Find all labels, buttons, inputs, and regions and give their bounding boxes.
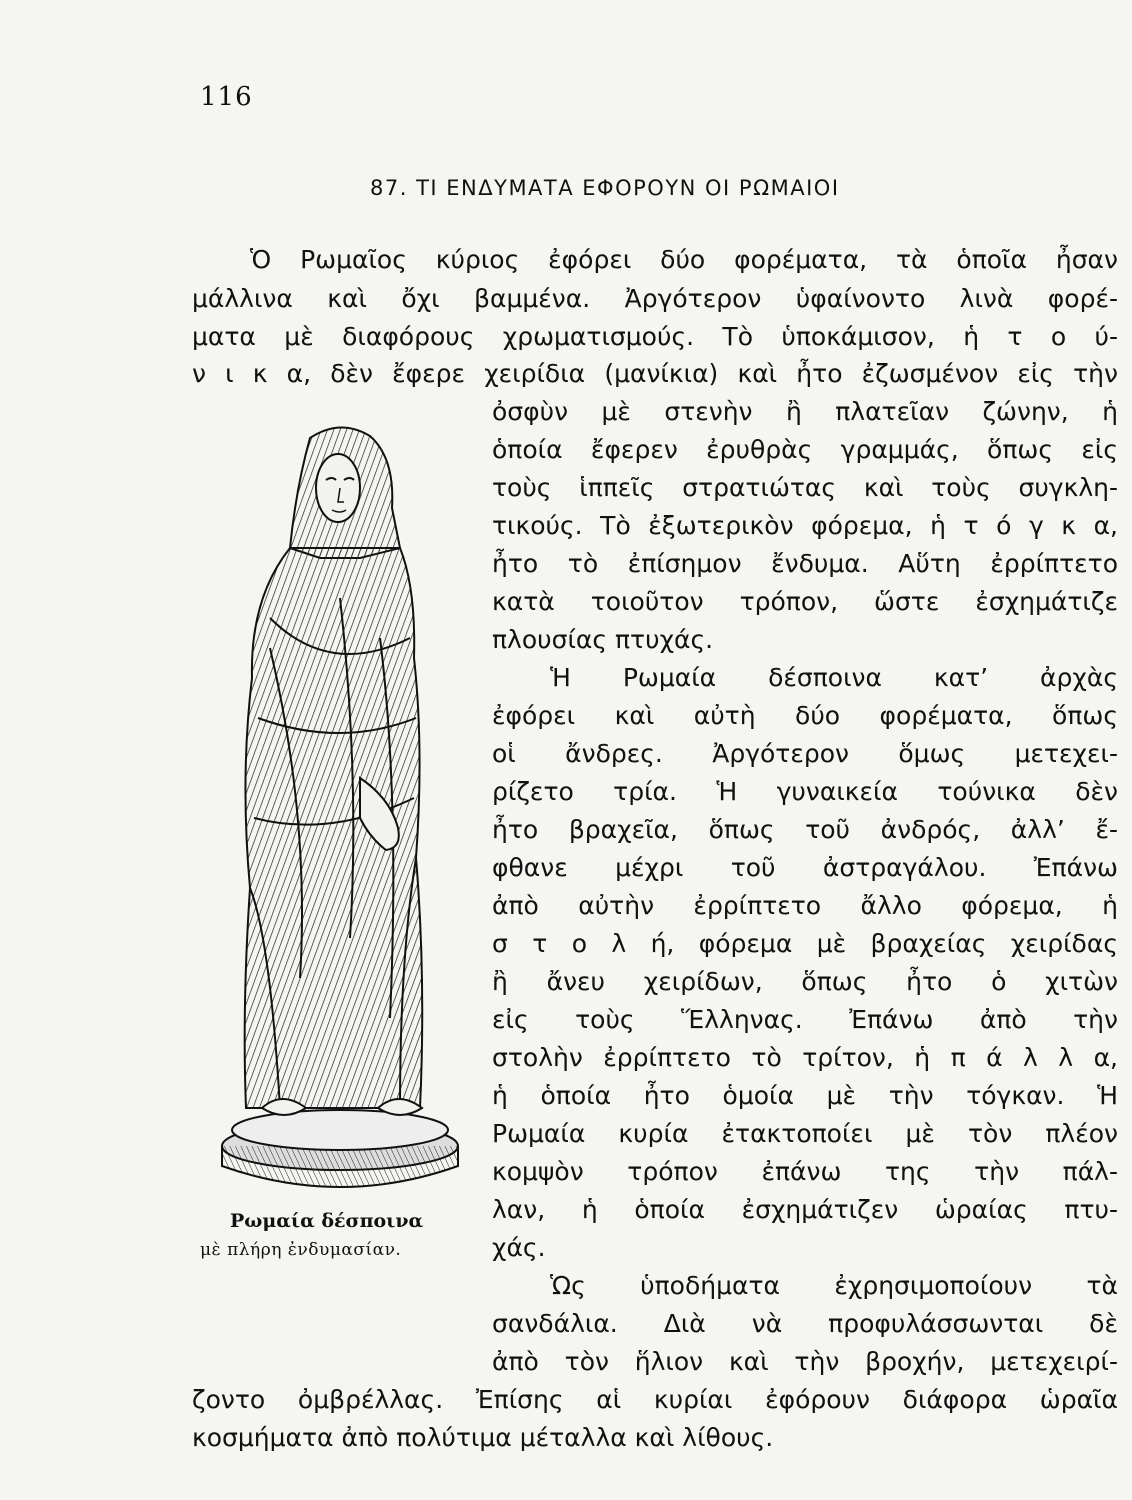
statue-illustration xyxy=(210,418,470,1188)
page-number: 116 xyxy=(200,82,253,112)
text-line: ρίζετο τρία. Ἡ γυναικεία τούνικα δὲν xyxy=(492,777,1118,806)
text-line: ζοντο ὀμβρέλλας. Ἐπίσης αἱ κυρίαι ἐφόρουν διάφορα ὡραῖα xyxy=(192,1385,1118,1414)
text-line: ν ι κ α, δὲν ἔφερε χειρίδια (μανίκια) καὶ ἦτο ἐζωσμένον εἰς τὴν xyxy=(192,359,1118,388)
text-line: ἡ ὁποία ἦτο ὁμοία μὲ τὴν τόγκαν. Ἡ xyxy=(492,1081,1118,1110)
text-line: ἀπὸ αὐτὴν ἐρρίπτετο ἄλλο φόρεμα, ἡ xyxy=(492,891,1118,920)
text-line: σ τ ο λ ή, φόρεμα μὲ βραχείας χειρίδας xyxy=(492,929,1118,958)
text-line: ἦτο βραχεῖα, ὅπως τοῦ ἀνδρός, ἀλλ’ ἔ- xyxy=(492,815,1118,844)
text-line: Ρωμαία κυρία ἐτακτοποίει μὲ τὸν πλέον xyxy=(492,1119,1118,1148)
text-line: ὁποία ἔφερεν ἐρυθρὰς γραμμάς, ὅπως εἰς xyxy=(492,435,1118,464)
text-line: λαν, ἡ ὁποία ἐσχημάτιζεν ὡραίας πτυ- xyxy=(492,1195,1118,1224)
text-line: τοὺς ἱππεῖς στρατιώτας καὶ τοὺς συγκλη- xyxy=(492,473,1118,502)
text-line: Ὁ Ρωμαῖος κύριος ἐφόρει δύο φορέματα, τὰ ὁποῖα ἦσαν xyxy=(250,245,1118,274)
text-line: σανδάλια. Διὰ νὰ προφυλάσσωνται δὲ xyxy=(492,1309,1118,1338)
text-line: πλουσίας πτυχάς. xyxy=(492,625,714,654)
text-line: χάς. xyxy=(492,1233,546,1262)
text-line: ἢ ἄνευ χειρίδων, ὅπως ἦτο ὁ χιτὼν xyxy=(492,967,1118,996)
text-line: Ὡς ὑποδήματα ἐχρησιμοποίουν τὰ xyxy=(550,1271,1118,1300)
figure-caption-subtitle: μὲ πλήρη ἐνδυμασίαν. xyxy=(200,1240,402,1260)
text-line: εἰς τοὺς Ἕλληνας. Ἐπάνω ἀπὸ τὴν xyxy=(492,1005,1118,1034)
text-line: Ἡ Ρωμαία δέσποινα κατ’ ἀρχὰς xyxy=(550,663,1118,692)
figure-caption-title: Ρωμαία δέσποινα xyxy=(230,1210,424,1232)
text-line: κατὰ τοιοῦτον τρόπον, ὥστε ἐσχημάτιζε xyxy=(492,587,1118,616)
section-heading: 87. ΤΙ ΕΝΔΥΜΑΤΑ ΕΦΟΡΟΥΝ ΟΙ ΡΩΜΑΙΟΙ xyxy=(370,176,840,200)
text-line: κομψὸν τρόπον ἐπάνω της τὴν πάλ- xyxy=(492,1157,1118,1186)
text-line: ματα μὲ διαφόρους χρωματισμούς. Τὸ ὑποκάμισον, ἡ τ ο ύ- xyxy=(192,322,1118,351)
text-line: οἱ ἄνδρες. Ἀργότερον ὅμως μετεχει- xyxy=(492,739,1118,768)
text-line: κοσμήματα ἀπὸ πολύτιμα μέταλλα καὶ λίθους. xyxy=(192,1423,774,1452)
text-line: φθανε μέχρι τοῦ ἀστραγάλου. Ἐπάνω xyxy=(492,853,1118,882)
text-line: στολὴν ἐρρίπτετο τὸ τρίτον, ἡ π ά λ λ α, xyxy=(492,1043,1118,1072)
text-line: ὀσφὺν μὲ στενὴν ἢ πλατεῖαν ζώνην, ἡ xyxy=(492,397,1118,426)
text-line: ἀπὸ τὸν ἥλιον καὶ τὴν βροχήν, μετεχειρί- xyxy=(492,1347,1118,1376)
text-line: ἐφόρει καὶ αὐτὴ δύο φορέματα, ὅπως xyxy=(492,701,1118,730)
text-line: μάλλινα καὶ ὄχι βαμμένα. Ἀργότερον ὑφαίνοντο λινὰ φορέ- xyxy=(192,284,1118,313)
text-line: ἦτο τὸ ἐπίσημον ἔνδυμα. Αὕτη ἐρρίπτετο xyxy=(492,549,1118,578)
text-line: τικούς. Τὸ ἐξωτερικὸν φόρεμα, ἡ τ ό γ κ α, xyxy=(492,511,1118,540)
